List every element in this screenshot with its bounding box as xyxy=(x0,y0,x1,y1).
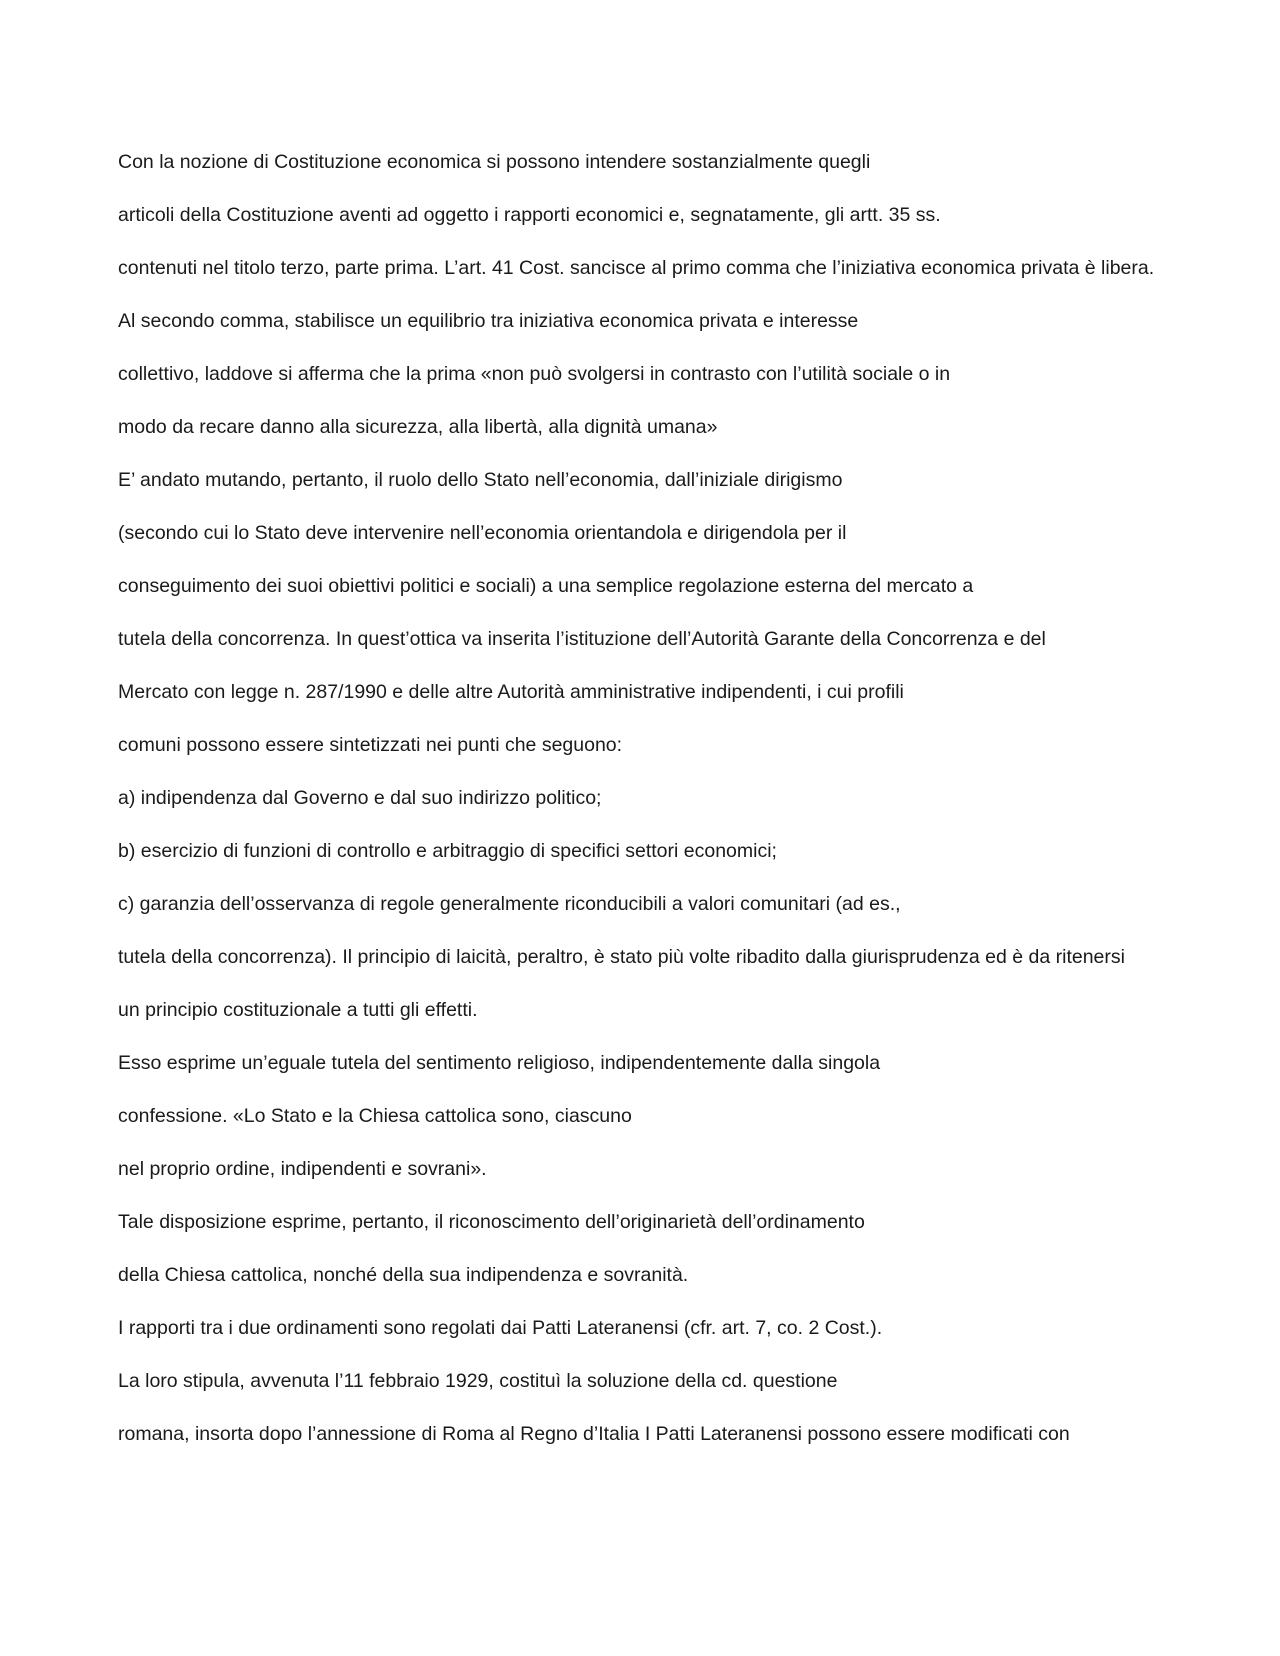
paragraph-25: romana, insorta dopo l’annessione di Roma al Regno d’Italia I Patti Lateranensi possono essere modificati con xyxy=(118,1423,1070,1445)
paragraph-6: modo da recare danno alla sicurezza, alla libertà, alla dignità umana» xyxy=(118,416,718,438)
list-item-a: a) indipendenza dal Governo e dal suo indirizzo politico; xyxy=(118,787,602,809)
list-item-c: c) garanzia dell’osservanza di regole generalmente riconducibili a valori comunitari (ad es., xyxy=(118,893,901,915)
paragraph-2: articoli della Costituzione aventi ad oggetto i rapporti economici e, segnatamente, gli artt. 35 ss. xyxy=(118,204,941,226)
paragraph-9: conseguimento dei suoi obiettivi politici e sociali) a una semplice regolazione esterna del mercato a xyxy=(118,575,974,597)
list-item-b: b) esercizio di funzioni di controllo e arbitraggio di specifici settori economici; xyxy=(118,840,777,862)
paragraph-3: contenuti nel titolo terzo, parte prima. L’art. 41 Cost. sancisce al primo comma che l’iniziativa economica privata è libera. xyxy=(118,257,1155,279)
paragraph-22: della Chiesa cattolica, nonché della sua indipendenza e sovranità. xyxy=(118,1264,689,1286)
paragraph-1: Con la nozione di Costituzione economica si possono intendere sostanzialmente quegli xyxy=(118,151,871,173)
paragraph-8: (secondo cui lo Stato deve intervenire nell’economia orientandola e dirigendola per il xyxy=(118,522,847,544)
document-body xyxy=(118,147,1170,1472)
paragraph-5: collettivo, laddove si afferma che la prima «non può svolgersi in contrasto con l’utilità sociale o in xyxy=(118,363,951,385)
paragraph-7: E’ andato mutando, pertanto, il ruolo dello Stato nell’economia, dall’iniziale dirigismo xyxy=(118,469,843,491)
paragraph-17: un principio costituzionale a tutti gli effetti. xyxy=(118,999,478,1021)
paragraph-21: Tale disposizione esprime, pertanto, il riconoscimento dell’originarietà dell’ordinamento xyxy=(118,1211,865,1233)
paragraph-23: I rapporti tra i due ordinamenti sono regolati dai Patti Lateranensi (cfr. art. 7, co. 2 Cost.). xyxy=(118,1317,883,1339)
paragraph-11: Mercato con legge n. 287/1990 e delle altre Autorità amministrative indipendenti, i cui profili xyxy=(118,681,904,703)
paragraph-16: tutela della concorrenza). Il principio di laicità, peraltro, è stato più volte ribadito dalla giurisprudenza ed è da ritenersi xyxy=(118,946,1125,968)
paragraph-10: tutela della concorrenza. In quest’ottica va inserita l’istituzione dell’Autorità Garante della Concorrenza e del xyxy=(118,628,1046,650)
paragraph-12: comuni possono essere sintetizzati nei punti che seguono: xyxy=(118,734,623,756)
paragraph-18: Esso esprime un’eguale tutela del sentimento religioso, indipendentemente dalla singola xyxy=(118,1052,881,1074)
paragraph-4: Al secondo comma, stabilisce un equilibrio tra iniziativa economica privata e interesse xyxy=(118,310,859,332)
paragraph-20: nel proprio ordine, indipendenti e sovrani». xyxy=(118,1158,487,1180)
paragraph-19: confessione. «Lo Stato e la Chiesa cattolica sono, ciascuno xyxy=(118,1105,632,1127)
paragraph-24: La loro stipula, avvenuta l’11 febbraio 1929, costituì la soluzione della cd. questione xyxy=(118,1370,838,1392)
